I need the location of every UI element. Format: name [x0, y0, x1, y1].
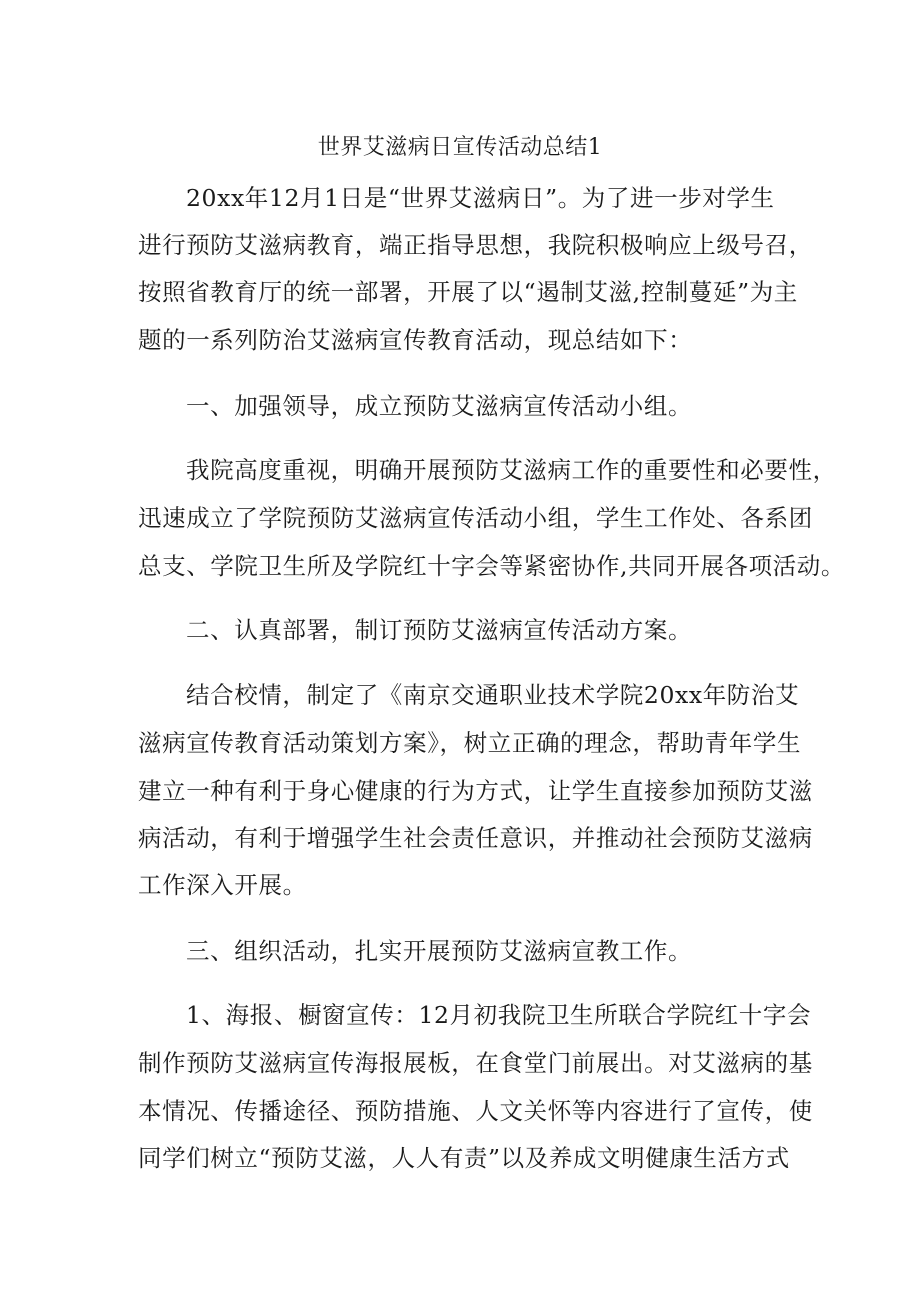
paragraph-line: 按照省教育厅的统一部署，开展了以“遏制艾滋,控制蔓延”为主	[138, 278, 798, 306]
paragraph-line: 20xx年12月1日是“世界艾滋病日”。为了进一步对学生	[186, 184, 775, 212]
paragraph-line: 病活动，有利于增强学生社会责任意识，并推动社会预防艾滋病	[138, 824, 813, 852]
paragraph-line: 题的一系列防治艾滋病宣传教育活动，现总结如下：	[138, 326, 693, 354]
section-heading: 三、组织活动，扎实开展预防艾滋病宣教工作。	[186, 937, 693, 965]
paragraph-line: 本情况、传播途径、预防措施、人文关怀等内容进行了宣传，使	[138, 1097, 813, 1125]
paragraph-line: 1、海报、橱窗宣传：12月初我院卫生所联合学院红十字会	[186, 1001, 812, 1029]
paragraph-line: 我院高度重视，明确开展预防艾滋病工作的重要性和必要性，	[186, 456, 837, 484]
paragraph-line: 工作深入开展。	[138, 871, 307, 899]
paragraph-line: 同学们树立“预防艾滋，人人有责”以及养成文明健康生活方式	[138, 1144, 790, 1172]
paragraph-line: 建立一种有利于身心健康的行为方式，让学生直接参加预防艾滋	[138, 777, 813, 805]
paragraph-line: 制作预防艾滋病宣传海报展板，在食堂门前展出。对艾滋病的基	[138, 1049, 813, 1077]
section-heading: 一、加强领导，成立预防艾滋病宣传活动小组。	[186, 392, 693, 420]
paragraph-line: 滋病宣传教育活动策划方案》，树立正确的理念，帮助青年学生	[138, 729, 802, 757]
paragraph-line: 进行预防艾滋病教育，端正指导思想，我院积极响应上级号召，	[138, 231, 813, 259]
paragraph-line: 迅速成立了学院预防艾滋病宣传活动小组，学生工作处、各系团	[138, 504, 813, 532]
document-title: 世界艾滋病日宣传活动总结1	[317, 135, 603, 160]
paragraph-line: 总支、学院卫生所及学院红十字会等紧密协作,共同开展各项活动。	[138, 552, 845, 580]
section-heading: 二、认真部署，制订预防艾滋病宣传活动方案。	[186, 616, 693, 644]
paragraph-line: 结合校情，制定了《南京交通职业技术学院20xx年防治艾	[186, 681, 800, 709]
